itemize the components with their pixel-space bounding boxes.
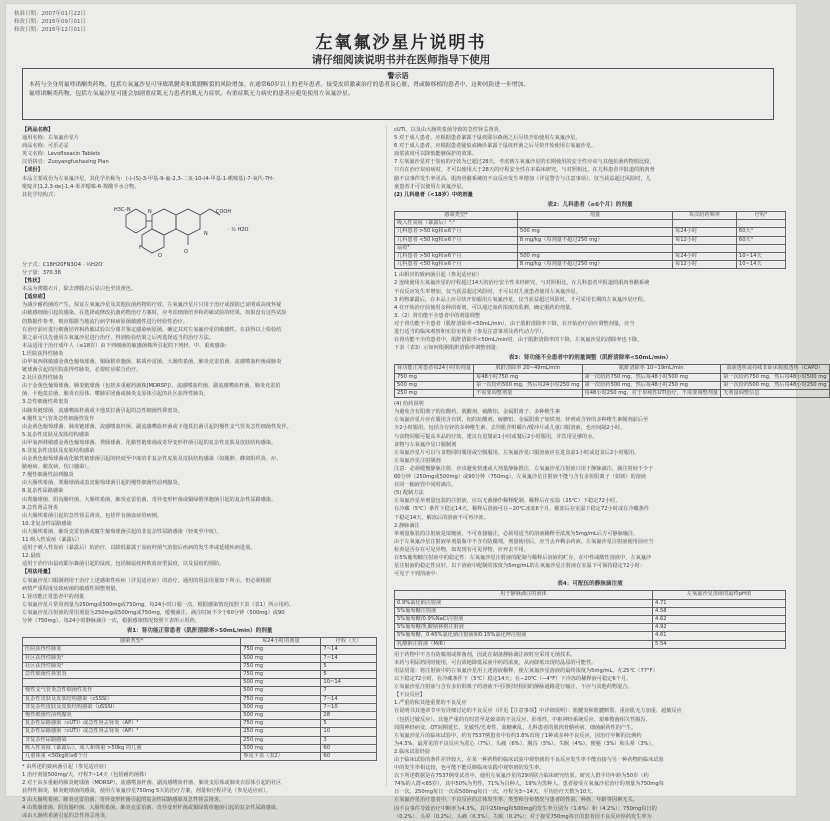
text-line: 左氧氟沙星注射液的常用剂量为250mg或500mg或750mg，缓慢滴注，滴注时间不少于60分钟（500mg）或90	[22, 609, 285, 616]
table-cell: 每12小时	[673, 236, 737, 244]
text-line: 以下所述数据是在7537例受试者中，使用左氧氟沙星的29项联合临床研究结果。研究人群平均年龄为50岁（约	[394, 773, 649, 780]
text-line: (4) 给药说明	[394, 401, 424, 408]
table-cell: 儿科患者 <50 kg和≥6个月	[395, 261, 518, 269]
section-heading: 【适应症】	[22, 294, 48, 301]
warning-box	[22, 68, 774, 120]
text-line: 血浆浓度可以降低能够保护的效果。	[394, 151, 478, 158]
text-line: 8.复杂性尿路感染	[22, 488, 64, 495]
version-line: 核准日期：2007年01月22日	[14, 11, 86, 17]
table-cell: 鼠疫³	[395, 244, 518, 252]
svg-text:N: N	[204, 230, 208, 237]
molecular-weight: 分子量：370.38	[22, 269, 61, 276]
table-cell: 第一次给药500 mg，然后每48小时250 mg	[721, 381, 829, 389]
table-cell: 第一次给药500 mg，然后每24小时250 mg	[474, 381, 582, 389]
table-cell: 500 mg	[395, 381, 474, 389]
text-line: 童患者才可以使用左氧氟沙星。	[394, 183, 467, 190]
table-cell: 每48小时250 mg，对于单纯性UTI治疗，不需要调整剂量	[582, 390, 721, 398]
text-line: 由肺炎链球菌、流感嗜血杆菌或卡他莫拉菌引起的急性细菌性鼻窦炎。	[22, 407, 183, 414]
text-line: 2.静脉滴注	[394, 522, 420, 529]
table-cell: 非复杂性皮肤及皮肤结构感染（uSSSI）	[23, 703, 241, 711]
table-cell: 8 mg/kg（每剂量不超过250 mg）	[517, 261, 672, 269]
table-row	[23, 695, 377, 703]
table-row	[23, 687, 377, 695]
text-line: 1 治疗剂量500mg/天，疗程7~14天（包括耐药菌株）	[22, 772, 150, 779]
column-header: 肌酐清除率 20~49mL/min	[474, 365, 582, 373]
table-cell: 儿科患者 >50 kg和≥6个月	[395, 228, 518, 236]
text-line: 2.社区获得性肺炎	[22, 375, 64, 382]
table-row	[23, 703, 377, 711]
administration-section	[394, 400, 786, 578]
version-line: 修改日期：2015年09月01日	[14, 19, 86, 25]
table-cell: 750 mg	[241, 662, 321, 670]
table-cell: 500 mg	[241, 687, 321, 695]
text-line: 汉语拼音：Zuoyangfushaxing Pian	[22, 159, 109, 166]
text-line: 2.临床试验经验	[394, 748, 431, 755]
table-cell: 0.9%氯化钠注射液	[395, 599, 653, 607]
text-line: 左氧氟沙星注射制剂	[394, 457, 441, 464]
right-column	[394, 126, 827, 821]
column-header: 血液透析或持续非卧床腹膜透析（CAPD）	[721, 365, 829, 373]
svg-text:O: O	[158, 252, 162, 259]
text-line: 4 在开始治疗前使用多种消毒剂，可以通过血药浓度的监测，确定服药的剂量。	[394, 304, 576, 311]
table-row	[395, 615, 786, 623]
text-line: 少2小时服用。包括含有锌的多种维生素、去羟肌苷咀嚼片/缓冲片或儿童口服溶液，也应间隔2小时。	[394, 425, 626, 432]
column-divider	[386, 126, 387, 786]
column-header: 疗程²	[736, 211, 785, 219]
table-cell: 750 mg	[241, 670, 321, 678]
text-line: 由于临床试验的条件差异较大，在某一种药物的临床试验中观察到的不良反应发生率不能直接与另一种药物的临床试验	[394, 757, 664, 763]
document-title: 左氧氟沙星片说明书	[315, 33, 487, 53]
text-line: 由金黄色葡萄球菌或化脓性链球菌引起的轻度至中度的非复杂性皮肤及皮肤结构感染（如脓肿、蜂窝组织炎、疖、	[22, 456, 282, 463]
text-line: 5.复杂性皮肤及皮肤结构感染	[22, 431, 90, 438]
text-line: （包括过敏反应）、其他严重的有时甚至是致命的不良反应、肝毒性、中枢神经系统反应、艰难梭菌相关性腹泻、	[394, 716, 651, 723]
text-line: 在同一输液管中同时滴注。	[394, 482, 457, 489]
table-cell: 7~14	[321, 646, 377, 654]
text-line: 6.非复杂性皮肤及皮肤结构感染	[22, 448, 95, 454]
text-line: 由敏感细菌引起的感染。在选择或修改抗菌药物治疗方案时，应考虑细菌培养和药敏试验的结果。如果没有这些试验	[22, 310, 287, 317]
adverse-reactions-section	[394, 651, 786, 821]
text-line: 左氧氟沙星口服制剂用于治疗上述感染性疾病（详见适应症）的治疗。通用的用法用量如下所示。但必须根据	[22, 577, 272, 584]
footnotes	[22, 763, 377, 820]
table-cell: 750 mg	[395, 373, 474, 381]
chemical-structure	[22, 201, 377, 259]
text-line: 下表（表3）示如何根据肌酐清除率调整剂量：	[394, 345, 502, 352]
text-line: 4 由粪肠球菌、阴沟肠杆菌、大肠埃希菌、肺炎克雷伯菌、奇异变形杆菌或铜绿假单胞菌引起的复杂性尿路感染，	[22, 804, 282, 811]
table-cell: 7~14	[321, 654, 377, 662]
text-line: 下稳定14天，解冻后的溶液不可再冷冻。	[394, 514, 489, 521]
table-caption: 表1：肾功能正常患者（肌酐清除率>50mL/min）的剂量	[126, 628, 273, 635]
table-cell: 750 mg	[241, 720, 321, 728]
table-cell: 4.92	[653, 624, 786, 632]
table-header-row	[395, 365, 830, 373]
table-row	[395, 390, 830, 398]
table-cell: 不需要调整剂量	[474, 390, 582, 398]
table-cell: 3	[321, 736, 377, 744]
table-cell: 复杂性皮肤及皮肤结构感染（cSSSI）	[23, 695, 241, 703]
text-line: 通用名称：左氧氟沙星片	[22, 135, 80, 142]
text-line: 由大肠埃希菌引起的急性肾盂肾炎，包括伴有菌血症的病例。	[22, 512, 163, 519]
table-caption: 表4：可配伍的静脉滴注液	[557, 581, 623, 588]
table-caption: 表2：儿科患者（≥6个月）的剂量	[547, 201, 633, 208]
text-line: 骼不良事件发生率更高，肌肉骨骼系统的不良反应发生率增加（详见警告与注意事项）。仅当获益超过风险时，儿	[394, 175, 651, 182]
text-line: * 由所述的致病菌引起（参见适应症）	[22, 764, 110, 771]
table-cell: 60	[321, 753, 377, 761]
pediatric-dosage-table	[394, 211, 786, 269]
text-line: 由粪肠球菌、阴沟肠杆菌、大肠埃希菌、肺炎克雷伯菌、奇异变形杆菌或铜绿假单胞菌引起的复杂性尿路感染。	[22, 496, 277, 503]
text-line: 吡啶并[1,2,3-de]-1,4-苯并噁嗪-6-羧酸半水合物。	[22, 183, 140, 190]
text-line: 1.肾功能正常患者中的剂量	[22, 593, 85, 600]
text-line: 2 连续使用左氧氟沙星的疗程超过14天的治疗安全性未经研究，与对照相比，在儿科患者中报道的肌肉骨骼系统	[394, 280, 650, 287]
molecular-formula: 分子式：C18H20FN3O4 · ½H2O	[22, 261, 103, 268]
text-line: 由于左氧氟沙星注射液单剂量瓶中不含有防腐剂，剂量使用后，应当丢弃剩余药液。左氧氟沙星注射液使用前应当	[394, 538, 654, 545]
table-cell: 5%葡萄糖/乳酸钠林格注射液	[395, 624, 653, 632]
warning-text: 本药与全身用氟喹诺酮类药物，包括左氧氟沙星可导致肌腱炎和肌腱断裂的风险增加。在通常60岁以上的老年患者，接受皮质激素治疗的患者及心脏、肾或肺移植的患者中，这种风险进一步增加。	[29, 82, 530, 88]
text-line: 由金黄色葡萄球菌、肺炎链球菌、流感嗜血杆菌、副流感嗜血杆菌或卡他莫拉菌引起的慢性支气管炎急性细菌性发作。	[22, 423, 292, 430]
structure-diagram	[112, 201, 262, 259]
section-heading: 【药品名称】	[22, 127, 54, 133]
table-cell: 500 mg	[241, 703, 321, 711]
table-row	[395, 640, 786, 648]
text-line: 与食物同服可提高本品的疗效，建议在进餐前1小时或餐后2小时服用，并饮用足够的水。	[394, 433, 598, 440]
column-header: 用于静脉滴注的液体	[395, 591, 653, 599]
table-cell: 28	[321, 711, 377, 719]
table-cell: 吸入性炭疽（暴露后）³,⁴	[395, 220, 518, 228]
text-line: 10.非复杂性尿路感染	[22, 520, 72, 527]
text-line: 不良反应发生率增加，仅当获益超过风险时，才可以对儿童患者使用左氧氟沙星。	[394, 288, 581, 295]
table-cell	[736, 220, 785, 228]
text-line: 适用于吸入性炭疽（暴露后）的治疗，以降低暴露于炭疽杆菌气溶胶后疾病的发生率或延缓疾病进展。	[22, 545, 256, 552]
table-cell: 60天⁴	[736, 236, 785, 244]
table-cell: 医院获得性肺炎	[23, 646, 241, 654]
text-line: 5 对于成人患者，应根据患者暴露于鼠疫耶尔森菌之后尽快开始使用左氧氟沙星。	[394, 135, 581, 142]
table-cell: 4.61	[653, 632, 786, 640]
table-cell: 参见下表（表2）	[241, 753, 321, 761]
column-header: 肾功能正常患者每24小时的剂量	[395, 365, 474, 373]
table-cell: 儿科患者 >50 kg和≥6个月	[395, 252, 518, 260]
left-column	[22, 126, 377, 820]
text-line: 由甲氧西林敏感金黄色葡萄球菌、铜绿假单胞菌、粘质沙雷菌、大肠埃希菌、肺炎克雷伯菌、流感嗜血杆菌或肺炎	[22, 358, 282, 365]
table-row	[23, 662, 377, 670]
table-cell: 急性细菌性鼻窦炎	[23, 670, 241, 678]
table-cell	[23, 679, 241, 687]
text-line: 11.吸入性炭疽（暴露后）	[22, 537, 83, 544]
table-cell: 每12小时	[673, 261, 737, 269]
table-header-row	[395, 591, 786, 599]
table-cell: 第一次给药750 mg，然后每48小时500 mg	[721, 373, 829, 381]
text-line: 6 对于成人患者，应根据患者疑似或确诊暴露于鼠疫杆菌之后尽快开始使用左氧氟沙星。	[394, 143, 597, 150]
table-cell: 4.71	[653, 599, 786, 607]
table-cell: 500 mg	[517, 252, 672, 260]
text-line: 为4.3%，最常见的不良反应为恶心（7%）、头痛（6%）、腹泻（5%）、失眠（4%）、便秘（3%）和头晕（3%）。	[394, 740, 657, 747]
table-row	[395, 236, 786, 244]
text-line: 食物与左氧氟沙星口服制剂	[394, 441, 457, 448]
text-line: 商品名称：可乐必妥	[22, 143, 69, 150]
dosage-table-1	[22, 637, 377, 761]
text-line: 在说明书其他章节中有详细讨论的不良反应（详见【注意事项】中详细说明）：肌腱炎和肌腱断裂、重症肌无力加重、超敏反应	[394, 708, 682, 715]
composition-section	[22, 175, 377, 199]
text-line: 左氧氟沙星注射液与含有多价阳离子的溶液不可同时经相同的静脉通路进行输注，不应与其他药物混合。	[394, 684, 633, 691]
indications-section	[22, 301, 377, 568]
text-line: 本品主要成份为左氧氟沙星，其化学名称为：(-)-(S)-3-甲基-9-氟-2,3-二氢-10-(4-甲基-1-哌嗪基)-7-氧代-7H-	[22, 175, 274, 182]
text-line: 左氧氟沙星片常用剂量为250mg或500mg或750mg，每24小时口服一次，根据感染情况按照下表（表1）所示用药。	[22, 601, 295, 608]
column-header: 感染类型*	[23, 638, 241, 646]
table-cell: 儿童体重 <50kg和≥6个月	[23, 753, 241, 761]
table-cell: 10~14天	[736, 252, 785, 260]
text-line: 1.严重的和其他重要的不良反应	[394, 700, 467, 707]
table-cell	[673, 244, 737, 252]
table-row	[23, 744, 377, 752]
text-line: 1.医院获得性肺炎	[22, 350, 64, 357]
name-section	[22, 134, 377, 166]
section-heading: 【用法用量】	[22, 569, 54, 576]
table-cell: 无剂量调整信息	[721, 390, 829, 398]
table-cell: 60	[321, 744, 377, 752]
text-line: 检查是否存在可见异物，如发现有可见异物，应弃去不用。	[394, 546, 529, 553]
version-line: 修改日期：2015年12月01日	[14, 27, 86, 33]
table-cell: 250 mg	[241, 728, 321, 736]
table-cell: 每48小时750 mg	[474, 373, 582, 381]
compatible-fluids-table	[394, 590, 786, 648]
text-line: 3 由大肠埃希菌、肺炎克雷伯菌、奇异变形杆菌引起的复杂性尿路感染及急性肾盂肾炎。	[22, 796, 225, 803]
table-cell: 5	[321, 720, 377, 728]
text-line: 4.慢性支气管炎急性细菌性发作	[22, 415, 95, 422]
text-line: 菌、卡他莫拉菌、肺炎衣原体、嗜肺军团菌或肺炎支原体引起的社区获得性肺炎。	[22, 391, 209, 398]
description-text: 本品为薄膜衣片，除去薄膜衣后显白色至淡黄色。	[22, 286, 137, 293]
table-cell: 非复杂性尿路感染	[23, 736, 241, 744]
text-line: 本药与利尿药同时使用，可有效地降低尿液中药的浓度，从而降低出现结晶尿的可能性。	[394, 659, 597, 666]
text-line: 以下稳定72小时，在冷藏条件下（5℃）稳定14天；在−20℃（−4°F）下冷冻的稀释液可稳定6个月。	[394, 676, 632, 683]
svg-text:· ½ H2O: · ½ H2O	[228, 226, 249, 233]
text-line: 左氧氟沙星片应在服用含有镁、铝的抗酸剂、硫糖铝、金属阳离子如铁剂、锌剂或含锌的多种维生素制剂前后至	[394, 417, 649, 424]
warning-text: 氟喹诺酮类药物，包括左氧氟沙星可能会加剧重症肌无力患者的肌无力症状。有重症肌无力病史的患者应避免使用左氧氟沙星。	[29, 91, 354, 97]
text-line: (5) 配制方法	[394, 490, 424, 497]
text-line: 左氧氟沙星治疗患者中，不良反应的总体发生率、类型和分布情况与患者的性别、种族、年龄等因素无关。	[394, 797, 638, 804]
text-line: 星注射液的稳定性良好，以下溶液中配制的浓度为5mg/mL的左氧氟沙星注射液在室温下可保持稳定72小时：	[394, 563, 646, 570]
text-line: 链球菌引起的医院获得性肺炎。必要时应联合治疗。	[22, 367, 142, 374]
table-cell: 复杂性尿路感染（cUTI）或急性肾盂肾炎（AP）⁴	[23, 728, 241, 736]
text-line: 进行适当的临床观察和实验室检查（参见注意事项及药代动力学）。	[394, 329, 548, 336]
table-cell: 4.62	[653, 615, 786, 623]
text-line: 左氧氟沙星片可以与食物同时服用或空腹服用。左氧氟沙星口服溶液应在进食前1小时或进食后2小时服用。	[394, 449, 640, 456]
text-line: 2 对于由多重耐药肺炎链球菌（MDRSP）、流感嗜血杆菌、副流感嗜血杆菌、肺炎支原体或肺炎衣原体引起的社区	[22, 780, 282, 787]
column-header: 剂量	[517, 211, 672, 219]
table-cell: 750 mg	[241, 646, 321, 654]
table-cell: 500 mg	[241, 711, 321, 719]
table-cell: 社区获得性肺炎¹	[23, 654, 241, 662]
table-caption: 表3：肾功能不全患者中的剂量调整（肌酐清除率<50mL/min）	[508, 355, 672, 362]
table-cell	[736, 244, 785, 252]
table-cell: 500 mg	[241, 654, 321, 662]
table-cell: 儿科患者 <50 kg和≥6个月	[395, 236, 518, 244]
text-line: （0.2%）、头晕（0.2%）、头痛（0.3%）、失眠（0.2%）；对于接受750mg每日的患者因不良反应停药发生率为	[394, 813, 652, 820]
document-sheet	[6, 4, 827, 820]
text-line: 在5%葡萄糖注射液中的稳定性：左氧氟沙星注射液的配制与稀释后溶液的贮存，在中性或酸性溶液中，左氧氟沙	[394, 554, 652, 561]
table-cell: 吸入性炭疽（暴露后），成人和体重 >50kg 的儿童	[23, 744, 241, 752]
table-cell: 10~14	[321, 679, 377, 687]
table-cell: 7	[321, 687, 377, 695]
table-cell: 5%葡萄糖，0.45%氯化钠注射液和0.15%氯化钾注射液	[395, 632, 653, 640]
text-line: 3.（2）肾功能不全患者中的剂量调整	[394, 312, 481, 319]
table-cell	[517, 220, 672, 228]
text-line: 由甲氧西林敏感金黄色葡萄球菌、粪肠球菌、化脓性链球菌或奇异变形杆菌引起的复杂性皮肤及皮肤结构感染。	[22, 439, 277, 446]
text-line: 9.急性肾盂肾炎	[22, 504, 59, 511]
section-heading: 【性状】	[22, 278, 43, 285]
table-cell	[517, 244, 672, 252]
table-cell: 500 mg	[517, 228, 672, 236]
text-line: 由大肠埃希菌、肺炎克雷伯菌或腐生葡萄球菌引起的非复杂性尿路感染（轻度至中度）。	[22, 528, 222, 535]
table-cell: 5%葡萄糖/0.9%NaCl注射液	[395, 615, 653, 623]
table-cell: 60天⁴	[736, 228, 785, 236]
section-heading: (2) 儿科患者（<18岁）中的剂量	[394, 191, 473, 198]
table-cell: 10	[321, 728, 377, 736]
table-cell: 社区获得性肺炎²	[23, 662, 241, 670]
table-row	[395, 624, 786, 632]
svg-text:F: F	[139, 244, 142, 251]
table-row	[395, 599, 786, 607]
table-cell	[673, 220, 737, 228]
table-row	[395, 607, 786, 615]
text-line: 其化学结构式：	[22, 191, 59, 198]
table-row	[395, 381, 830, 389]
table-row	[395, 261, 786, 269]
svg-text:COOH: COOH	[216, 208, 232, 215]
text-line: 本品适用于治疗成年人（≥18岁）由下列细菌的敏感菌株所引起的下列轻、中、重度感染：	[22, 342, 231, 349]
column-header: 左氧氟沙星溶液的最终pH值	[653, 591, 786, 599]
table-row	[395, 252, 786, 260]
table-row	[395, 373, 830, 381]
table-row	[395, 228, 786, 236]
column-header: 每次给药频率	[673, 211, 737, 219]
table-header-row	[23, 638, 377, 646]
warning-heading: 警示语	[387, 72, 409, 80]
column-header: 肌酐清除率 10~19mL/min	[582, 365, 721, 373]
table-row	[23, 670, 377, 678]
text-line: 60分钟（250mg或500mg）或90分钟（750mg）。左氧氟沙星注射液不能与含有多价阳离子（如镁）的溶液	[394, 474, 647, 481]
text-line: 由大肠埃希菌、粪肠球菌或表皮葡萄球菌引起的慢性细菌性前列腺炎。	[22, 480, 183, 487]
table-cell: 乳酸钠注射液（M/6）	[395, 640, 653, 648]
table-header-row	[395, 211, 786, 219]
dosage-section	[22, 577, 377, 626]
text-line: 3.急性细菌性鼻窦炎	[22, 399, 69, 406]
section-heading: 【成份】	[22, 167, 43, 174]
table-row	[23, 654, 377, 662]
text-line: 左氧氟沙星片的临床试验中，约有7537例患者中有约3.8%出现了1种或多种不良反应，因治疗中断的比例约	[394, 732, 642, 739]
text-line: 或由大肠埃希菌引起的急性肾盂肾炎。	[22, 812, 111, 819]
text-line: 果之前可以先使用左氧氟沙星进行治疗，得到检验结果之后再选择适当的治疗方法。	[22, 334, 214, 341]
text-line: 为减少耐药菌的产生，保证左氧氟沙星及其他抗菌药物的疗效，左氧氟沙星片只用于治疗或预防已证明或高度怀疑	[22, 302, 282, 309]
svg-text:O: O	[184, 248, 188, 255]
table-cell: 每24小时	[673, 228, 737, 236]
text-line: 在治疗前应进行细菌培养和药敏试验以分离并鉴定感染病原菌，确定其对左氧氟沙星的敏感性。在获得以上检验结	[22, 326, 282, 333]
text-line: 12.鼠疫	[22, 553, 41, 560]
table-cell: 慢性细菌性前列腺炎	[23, 711, 241, 719]
table-cell: 5	[321, 670, 377, 678]
column-header: 感染类型*	[395, 211, 518, 219]
text-line: 在肾功能不全的患者中，肌酐清除率<50mL/min时，由于肌酐清除率的下降，左氧氟沙星的清除率也下降，	[394, 337, 643, 344]
text-line: 7 左氧氟沙星对于炭疽的疗效为已超过28天，考虑到左氧氟沙星的长期使用的安全性应该与其他抗菌药物相比较。	[394, 159, 655, 166]
text-line: 脓疱病、脓皮病、伤口感染）。	[22, 464, 93, 471]
text-line: 周围神经病变、QT间期延长、光敏性/光毒性、血糖紊乱、儿科患者的肌肉骨骼疾病、细菌耐药性的产生。	[394, 724, 637, 731]
text-line: 用于药物中不含有防腐剂或抑菌剂，因此在制备静脉滴注液时应采用无菌技术。	[394, 651, 576, 658]
table-cell: 5	[321, 662, 377, 670]
table-row	[23, 728, 377, 736]
table-cell: 750 mg	[241, 695, 321, 703]
table-row	[395, 632, 786, 640]
text-line: 的数据作参考，则应根据当地流行病学和病原菌敏感性进行经验性治疗。	[22, 318, 189, 325]
text-line: 【不良反应】	[394, 692, 426, 699]
text-line: 注意：必须缓慢静脉注射，应该避免快速或大剂量静脉推注，左氧氟沙星注射液只用于静脉滴注，滴注时间不少于	[394, 465, 654, 472]
footnotes-continued	[394, 126, 786, 191]
table-cell: 第一次给药500 mg，然后每48小时250 mg	[582, 381, 721, 389]
table-row	[23, 679, 377, 687]
text-line: 用法用量：将注射液中的左氧氟沙星用上述溶液稀释，使左氧氟沙星溶液的最终浓度为5mg/mL，在25℃（77°F）	[394, 667, 658, 674]
text-line: 获得性肺炎，肺炎链球菌的感染，使用左氧氟沙星750mg 5天的治疗方案，剂量和疗程详见（参见适应症）。	[22, 788, 271, 795]
text-line: 英文名称：Levofloxacin Tablets	[22, 151, 101, 158]
table-cell: 10~14天	[736, 261, 785, 269]
text-line: 适用于治疗由鼠疫耶尔森菌引起的鼠疫，包括肺鼠疫和败血症型鼠疫，以及鼠疫的预防。	[22, 561, 225, 568]
table-row	[23, 711, 377, 719]
table-cell: 每24小时	[673, 252, 737, 260]
table-row	[23, 753, 377, 761]
text-line: 左氧氟沙星单剂量包装的注射液，应以无菌操作稀释配制，稀释后在室温（25℃）下稳定72小时，	[394, 498, 621, 505]
renal-section	[394, 271, 786, 352]
text-line: 因不良事件导致治疗中断率为4.3%，其中250mg和500mg的发生率分别为（1.6%）和（4.2%）；750mg每日的	[394, 805, 657, 812]
table-cell: 5.54	[653, 640, 786, 648]
table-row	[395, 244, 786, 252]
text-line: cUTI，以及由大肠埃希菌导致的急性肾盂肾炎。	[394, 127, 504, 133]
text-line: 由于金黄色葡萄球菌、肺炎链球菌（包括多重耐药菌株[MDRSP]）、流感嗜血杆菌、副流感嗜血杆菌、肺炎克雷伯	[22, 383, 281, 390]
table-cell: 复杂性尿路感染（cUTI）或急性肾盂肾炎（AP）³	[23, 720, 241, 728]
text-line: 为避免含有阳离子的抗酸药，肌酸剂、硫酸铝、金属阳离子、多种维生素	[394, 409, 561, 416]
svg-text:N: N	[148, 208, 152, 215]
text-line: 3 药物暴露后，在本品上应尽快开始服用左氧氟沙星，仅当获益超过风险时，才可采用长期的左氧氟沙星疗程。	[394, 296, 648, 303]
text-line: 1 由相应的致病菌引起（参见适应症）	[394, 272, 482, 279]
text-line: 74%的人群<65岁），其中50%为男性，71%为白种人，19%为黑种人。患者接受左氧氟沙星治疗的剂量为750mg每	[394, 781, 664, 788]
text-line: 中的发生率相比较，也可能不能反映临床实践中观察到的发生率。	[394, 765, 545, 772]
table-row	[23, 646, 377, 654]
column-header: 每24小时的剂量	[241, 638, 321, 646]
text-line: 可见于下列溶液中：	[394, 571, 441, 578]
table-cell: 第一次给药750 mg，然后每48小时500 mg	[582, 373, 721, 381]
text-line: 7.慢性细菌性前列腺炎	[22, 472, 74, 479]
table-cell: 250 mg	[395, 390, 474, 398]
text-line: 对于肾功能不全患者（肌酐清除率<50mL/min），由于肌酐清除率下降，在开始治疗前应调整剂量，应当	[394, 320, 635, 327]
table-row	[23, 736, 377, 744]
svg-text:H3C–N: H3C–N	[114, 206, 131, 213]
text-line: 只有在治疗炭疽病时，才可以使用大于28天的疗程安全性在本临床研究。与对照相比，在儿科患者中报道的肌肉骨	[394, 167, 655, 174]
table-cell: 250 mg	[241, 736, 321, 744]
text-line: 分钟（750mg），每24小时静脉滴注一次，根据感染情况按照下表所示用药。	[22, 617, 200, 624]
renal-dosage-table	[394, 364, 830, 398]
table-cell: 7~14	[321, 695, 377, 703]
table-row	[23, 720, 377, 728]
table-cell: 500 mg	[241, 679, 321, 687]
table-cell: 5%葡萄糖注射液	[395, 607, 653, 615]
table-cell: 8 mg/kg（每剂量不超过250 mg）	[517, 236, 672, 244]
text-line: 单剂量瓶装的注射液是浓缩液，不可直接输注，必须用适当的溶液稀释至浓度为5mg/mL后方可静脉输注。	[394, 530, 639, 537]
table-row	[395, 220, 786, 228]
table-cell: 7~10	[321, 703, 377, 711]
text-line: 病情严重程度及致病菌的敏感性调整剂量。	[22, 585, 121, 592]
table-cell: 慢性支气管炎急性细菌性发作	[23, 687, 241, 695]
column-header: 疗程（天）	[321, 638, 377, 646]
table-cell: 500 mg	[241, 744, 321, 752]
document-subtitle: 请仔细阅读说明书并在医师指导下使用	[311, 54, 491, 66]
text-line: 日一次、250mg每日一次或500mg每日一次，疗程为3~14天，平均治疗天数为10天。	[394, 789, 597, 796]
table-cell: 4.58	[653, 607, 786, 615]
text-line: 在冷藏（5℃）条件下稳定14天。稀释后溶液可在−20℃冰冻6个月，解冻后在室温下稳定72小时或在冷藏条件	[394, 506, 650, 513]
